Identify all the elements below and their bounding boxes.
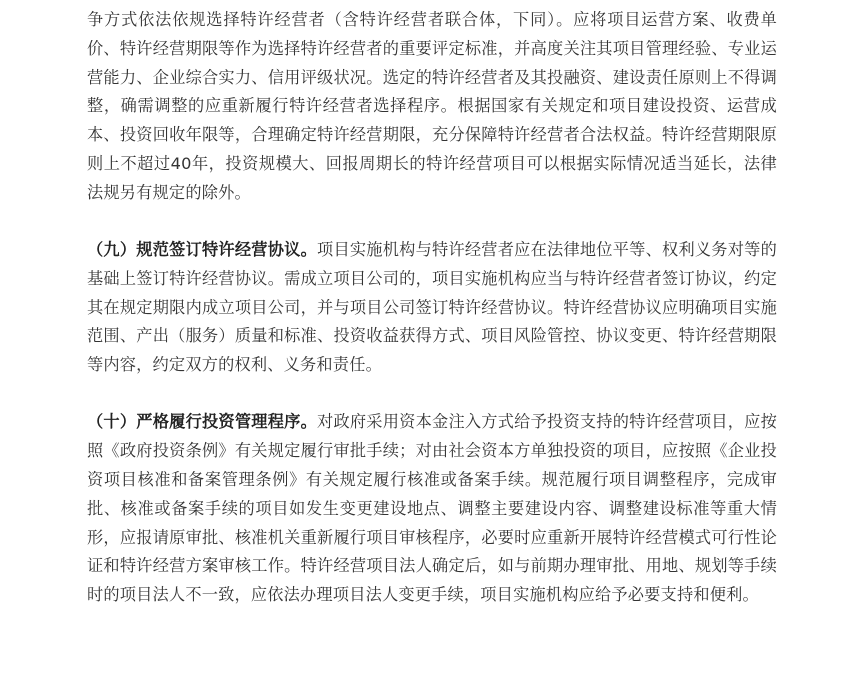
- paragraph-body: 项目实施机构与特许经营者应在法律地位平等、权利义务对等的基础上签订特许经营协议。需成立项目公司的，项目实施机构应当与特许经营者签订协议，约定其在规定期限内成立项目公司，并与项目公司签订特许经营协议。特许经营协议应明确项目实施范围、产出（服务）质量和标准、投资收益获得方式、项目风险管控、协议变更、特许经营期限等内容，约定双方的权利、义务和责任。: [87, 239, 777, 375]
- paragraph-heading: （十）严格履行投资管理程序。: [87, 412, 318, 432]
- paragraph-heading: （九）规范签订特许经营协议。: [87, 239, 318, 259]
- paragraph-continuation: [87, 6, 777, 208]
- document-body: [87, 6, 777, 610]
- paragraph-item-9: [87, 236, 777, 380]
- paragraph-body: 对政府采用资本金注入方式给予投资支持的特许经营项目，应按照《政府投资条例》有关规定履行审批手续；对由社会资本方单独投资的项目，应按照《企业投资项目核准和备案管理条例》有关规定履行核准或备案手续。规范履行项目调整程序，完成审批、核准或备案手续的项目如发生变更建设地点、调整主要建设内容、调整建设标准等重大情形，应报请原审批、核准机关重新履行项目审核程序，必要时应重新开展特许经营模式可行性论证和特许经营方案审核工作。特许经营项目法人确定后，如与前期办理审批、用地、规划等手续时的项目法人不一致，应依法办理项目法人变更手续，项目实施机构应给予必要支持和便利。: [87, 412, 777, 605]
- paragraph-item-10: [87, 408, 777, 610]
- paragraph-body: 争方式依法依规选择特许经营者（含特许经营者联合体，下同）。应将项目运营方案、收费单价、特许经营期限等作为选择特许经营者的重要评定标准，并高度关注其项目管理经验、专业运营能力、企业综合实力、信用评级状况。选定的特许经营者及其投融资、建设责任原则上不得调整，确需调整的应重新履行特许经营者选择程序。根据国家有关规定和项目建设投资、运营成本、投资回收年限等，合理确定特许经营期限，充分保障特许经营者合法权益。特许经营期限原则上不超过40年，投资规模大、回报周期长的特许经营项目可以根据实际情况适当延长，法律法规另有规定的除外。: [87, 10, 777, 202]
